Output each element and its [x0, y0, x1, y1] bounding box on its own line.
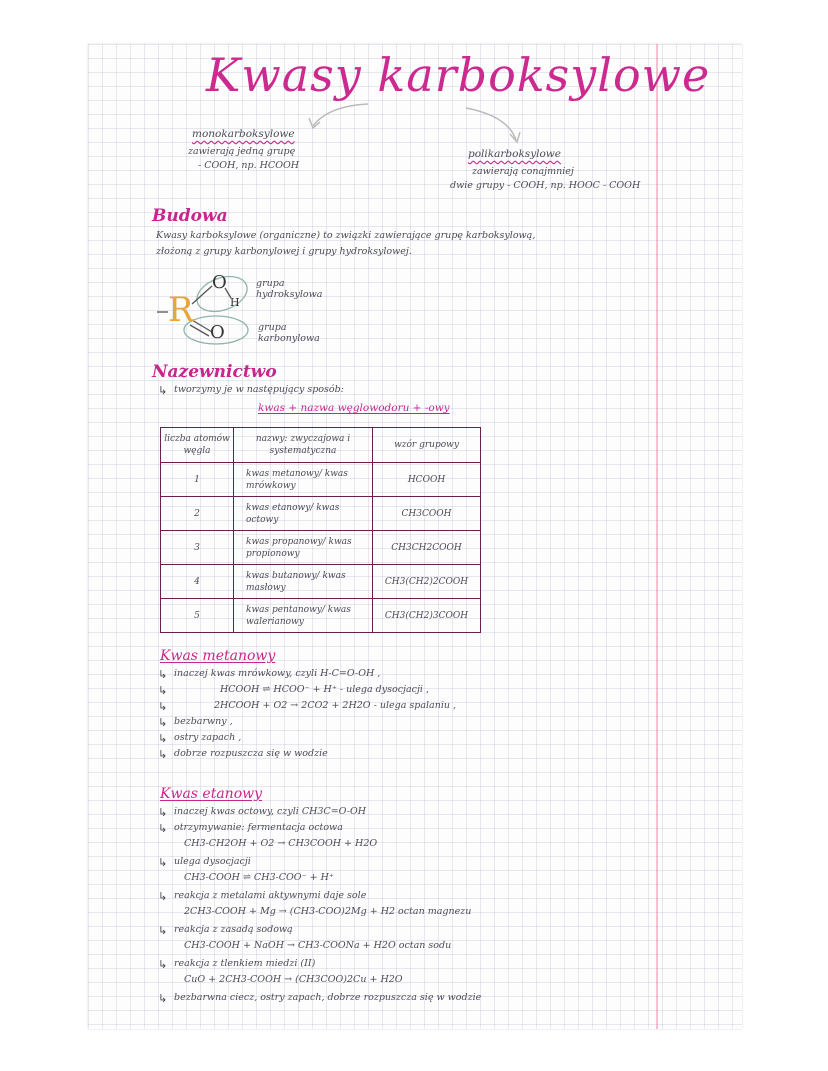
arrow-icon: ↳	[158, 716, 168, 729]
mono-heading: monokarboksylowe	[192, 128, 295, 140]
cell-formula: CH3CH2COOH	[373, 531, 481, 565]
atom-h: H	[230, 296, 240, 309]
arrow-icon: ↳	[158, 924, 168, 937]
poly-line1: zawierają conajmniej	[472, 166, 574, 177]
section-budowa: Budowa	[152, 206, 228, 226]
notebook-page	[88, 44, 742, 1029]
table-row	[161, 531, 481, 565]
etanowy-line: CuO + 2CH3-COOH → (CH3COO)2Cu + H2O	[184, 974, 403, 985]
branch-arrows	[88, 44, 742, 204]
cell-names: kwas butanowy/ kwas masłowy	[234, 565, 373, 599]
arrow-icon: ↳	[158, 668, 168, 681]
section-nazewnictwo: Nazewnictwo	[152, 362, 277, 382]
arrow-icon: ↳	[158, 748, 168, 761]
page-title: Kwasy karboksylowe	[206, 48, 711, 102]
atom-o-carbonyl: O	[210, 322, 225, 343]
metanowy-line: HCOOH ⇌ HCOO⁻ + H⁺ - ulega dysocjacji ,	[220, 684, 429, 695]
etanowy-line: reakcja z metalami aktywnymi daje sole	[174, 890, 367, 901]
metanowy-line: inaczej kwas mrówkowy, czyli H-C=O-OH ,	[174, 668, 381, 679]
table-row	[161, 599, 481, 633]
table-row	[161, 565, 481, 599]
etanowy-line: inaczej kwas octowy, czyli CH3C=O-OH	[174, 806, 367, 817]
header-formula: wzór grupowy	[373, 428, 481, 463]
poly-heading: polikarboksylowe	[468, 148, 562, 160]
metanowy-line: dobrze rozpuszcza się w wodzie	[174, 748, 328, 759]
etanowy-line: 2CH3-COOH + Mg → (CH3-COO)2Mg + H2 octan magnezu	[184, 906, 472, 917]
arrow-icon: ↳	[158, 958, 168, 971]
arrow-icon: ↳	[158, 992, 168, 1005]
cell-names: kwas metanowy/ kwas mrówkowy	[234, 463, 373, 497]
arrow-icon: ↳	[158, 732, 168, 745]
carboxyl-structure	[154, 266, 394, 356]
mono-line1: zawierają jedną grupę	[188, 146, 296, 157]
arrow-icon: ↳	[158, 700, 168, 713]
table-row	[161, 463, 481, 497]
cell-names: kwas propanowy/ kwas propionowy	[234, 531, 373, 565]
atom-o-hydroxyl: O	[212, 272, 227, 293]
section-etanowy: Kwas etanowy	[160, 786, 263, 802]
cell-formula: CH3COOH	[373, 497, 481, 531]
arrow-icon: ↳	[158, 684, 168, 697]
cell-carbon-count: 4	[161, 565, 234, 599]
header-carbon-count: liczba atomów węgla	[161, 428, 234, 463]
arrow-icon: ↳	[158, 856, 168, 869]
etanowy-line: bezbarwna ciecz, ostry zapach, dobrze rozpuszcza się w wodzie	[174, 992, 482, 1003]
naming-table	[160, 427, 481, 633]
etanowy-line: CH3-COOH + NaOH → CH3-COONa + H2O octan sodu	[184, 940, 452, 951]
poly-line2: dwie grupy - COOH, np. HOOC - COOH	[450, 180, 641, 191]
section-metanowy: Kwas metanowy	[160, 648, 276, 664]
naming-formula: kwas + nazwa węglowodoru + -owy	[258, 402, 450, 414]
etanowy-line: CH3-CH2OH + O2 → CH3COOH + H2O	[184, 838, 378, 849]
budowa-line2: złożoną z grupy karbonylowej i grupy hydroksylowej.	[156, 246, 412, 257]
etanowy-line: CH3-COOH ⇌ CH3-COO⁻ + H⁺	[184, 872, 334, 883]
cell-carbon-count: 5	[161, 599, 234, 633]
arrow-icon: ↳	[158, 806, 168, 819]
mono-line2: - COOH, np. HCOOH	[198, 160, 300, 171]
cell-carbon-count: 3	[161, 531, 234, 565]
metanowy-line: ostry zapach ,	[174, 732, 242, 743]
arrow-icon: ↳	[158, 822, 168, 835]
arrow-icon: ↳	[158, 890, 168, 903]
etanowy-line: reakcja z zasadą sodową	[174, 924, 293, 935]
nazewnictwo-line1: tworzymy je w następujący sposób:	[174, 384, 344, 395]
cell-names: kwas pentanowy/ kwas walerianowy	[234, 599, 373, 633]
etanowy-line: reakcja z tlenkiem miedzi (II)	[174, 958, 316, 969]
etanowy-line: ulega dysocjacji	[174, 856, 251, 867]
cell-carbon-count: 2	[161, 497, 234, 531]
label-hydroxyl: grupa hydroksylowa	[256, 278, 323, 300]
metanowy-line: 2HCOOH + O2 → 2CO2 + 2H2O - ulega spalaniu ,	[214, 700, 457, 711]
cell-carbon-count: 1	[161, 463, 234, 497]
arrow-icon: ↳	[158, 384, 168, 397]
atom-r: R	[168, 290, 194, 330]
budowa-line1: Kwasy karboksylowe (organiczne) to związki zawierające grupę karboksylową,	[156, 230, 536, 241]
header-names: nazwy: zwyczajowa i systematyczna	[234, 428, 373, 463]
label-carbonyl: grupa karbonylowa	[258, 322, 320, 344]
table-row	[161, 497, 481, 531]
cell-names: kwas etanowy/ kwas octowy	[234, 497, 373, 531]
cell-formula: CH3(CH2)3COOH	[373, 599, 481, 633]
etanowy-line: otrzymywanie: fermentacja octowa	[174, 822, 343, 833]
metanowy-line: bezbarwny ,	[174, 716, 233, 727]
cell-formula: HCOOH	[373, 463, 481, 497]
cell-formula: CH3(CH2)2COOH	[373, 565, 481, 599]
